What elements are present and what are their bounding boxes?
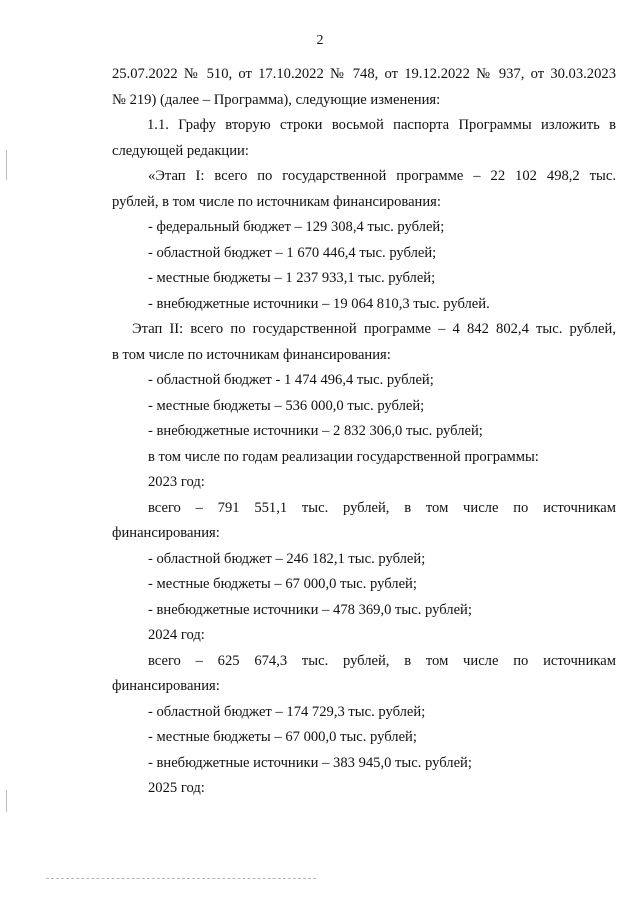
text-line: - областной бюджет – 1 670 446,4 тыс. рублей; <box>148 244 437 261</box>
text-line: 2024 год: <box>148 627 205 643</box>
scan-margin-mark <box>6 150 7 180</box>
text-line: - областной бюджет – 174 729,3 тыс. рублей; <box>148 703 426 720</box>
text-line: Этап II: всего по государственной программе – 4 842 802,4 тыс. рублей, <box>132 321 616 337</box>
scan-bottom-rule <box>46 878 316 879</box>
text-line: - местные бюджеты – 536 000,0 тыс. рублей; <box>148 397 425 414</box>
text-line: в том числе по источникам финансирования: <box>112 346 391 363</box>
page-number: 2 <box>316 33 324 48</box>
text-line: - местные бюджеты – 1 237 933,1 тыс. рублей; <box>148 270 436 286</box>
text-line: всего – 791 551,1 тыс. рублей, в том числе по источникам <box>148 499 616 516</box>
text-line: - федеральный бюджет – 129 308,4 тыс. рублей; <box>148 219 445 235</box>
text-line: - местные бюджеты – 67 000,0 тыс. рублей; <box>148 729 417 745</box>
text-line: 2023 год: <box>148 474 205 490</box>
text-line: - внебюджетные источники – 2 832 306,0 тыс. рублей; <box>148 423 483 439</box>
text-line: - внебюджетные источники – 383 945,0 тыс. рублей; <box>148 754 472 771</box>
text-line: всего – 625 674,3 тыс. рублей, в том числе по источникам <box>148 652 616 669</box>
text-line: - местные бюджеты – 67 000,0 тыс. рублей; <box>148 576 417 592</box>
text-line: следующей редакции: <box>112 142 249 159</box>
text-line: финансирования: <box>112 525 220 541</box>
text-line: - внебюджетные источники – 478 369,0 тыс. рублей; <box>148 601 472 618</box>
text-line: в том числе по годам реализации государственной программы: <box>148 448 539 465</box>
text-line: - областной бюджет – 246 182,1 тыс. рублей; <box>148 550 426 567</box>
text-line: - областной бюджет - 1 474 496,4 тыс. рублей; <box>148 372 434 388</box>
text-line: 1.1. Графу вторую строки восьмой паспорта Программы изложить в <box>147 117 616 133</box>
text-line: финансирования: <box>112 678 220 694</box>
text-line: 2025 год: <box>148 780 205 796</box>
text-line: № 219) (далее – Программа), следующие изменения: <box>112 91 441 108</box>
text-line: «Этап I: всего по государственной программе – 22 102 498,2 тыс. <box>148 168 616 184</box>
text-line: - внебюджетные источники – 19 064 810,3 тыс. рублей. <box>148 295 490 312</box>
text-line: рублей, в том числе по источникам финансирования: <box>112 193 441 210</box>
document-body <box>112 62 616 802</box>
text-line: 25.07.2022 № 510, от 17.10.2022 № 748, от 19.12.2022 № 937, от 30.03.2023 <box>112 66 616 82</box>
scan-margin-mark <box>6 790 7 812</box>
